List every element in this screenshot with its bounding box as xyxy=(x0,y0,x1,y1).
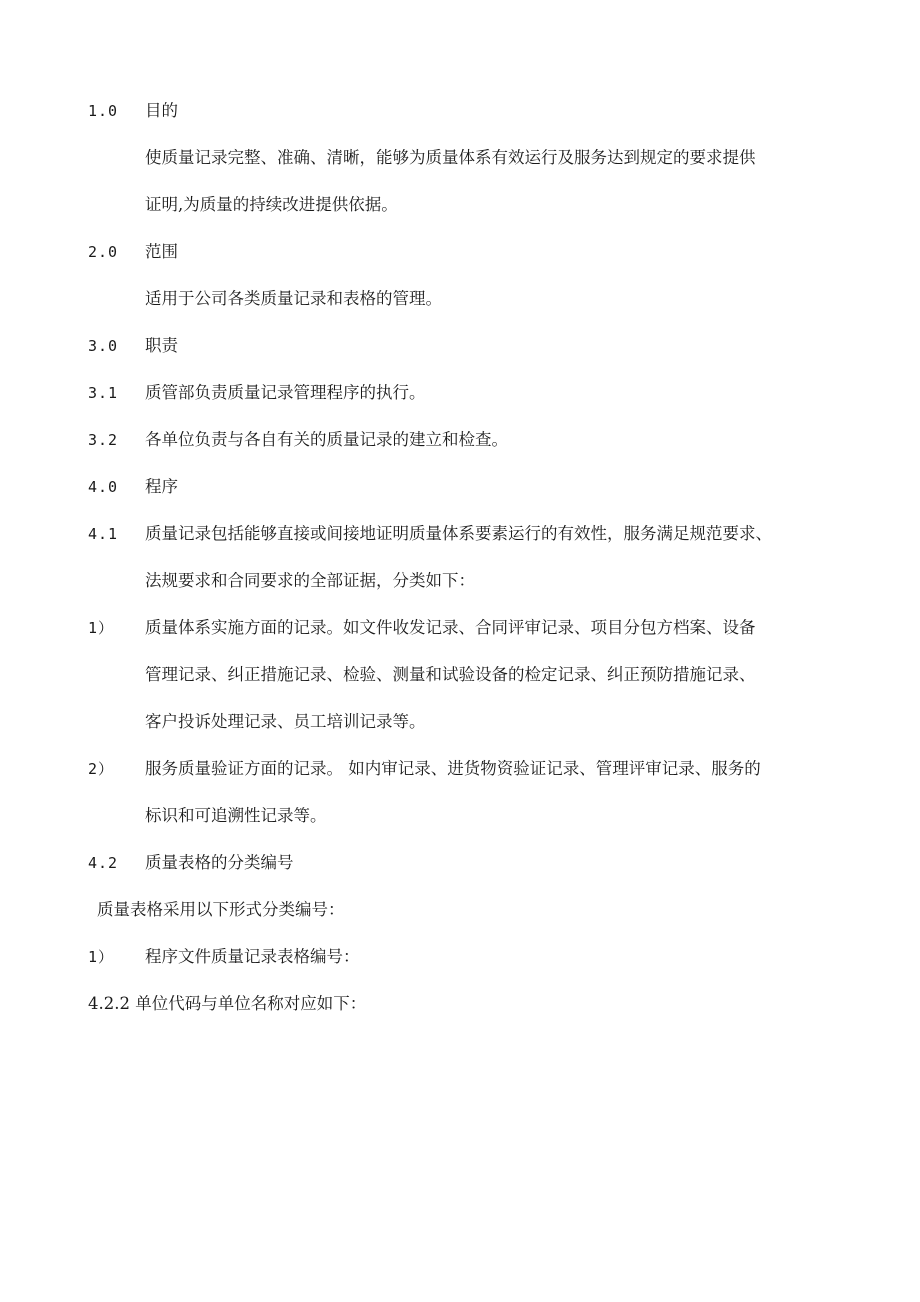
paragraph-text: 证明,为质量的持续改进提供依据。 xyxy=(145,195,398,214)
section-heading: 程序 xyxy=(145,477,178,496)
section-number: 3.1 xyxy=(88,384,119,402)
section-text: 质管部负责质量记录管理程序的执行。 xyxy=(145,383,426,402)
section-number: 4.0 xyxy=(88,478,119,496)
paragraph-text: 法规要求和合同要求的全部证据，分类如下： xyxy=(145,571,475,590)
section-heading: 目的 xyxy=(145,101,178,120)
paragraph-text: 质量表格采用以下形式分类编号： xyxy=(97,900,345,919)
list-text: 程序文件质量记录表格编号： xyxy=(145,947,360,966)
paragraph-text: 客户投诉处理记录、员工培训记录等。 xyxy=(145,712,426,731)
section-heading: 职责 xyxy=(145,336,178,355)
section-text: 各单位负责与各自有关的质量记录的建立和检查。 xyxy=(145,430,508,449)
list-number: 1） xyxy=(88,619,115,637)
paragraph-text: 使质量记录完整、准确、清晰，能够为质量体系有效运行及服务达到规定的要求提供 xyxy=(145,148,756,167)
section-heading: 范围 xyxy=(145,242,178,261)
paragraph-text: 适用于公司各类质量记录和表格的管理。 xyxy=(145,289,442,308)
section-number: 4.1 xyxy=(88,525,119,543)
list-number: 2） xyxy=(88,760,115,778)
list-text: 服务质量验证方面的记录。 如内审记录、进货物资验证记录、管理评审记录、服务的 xyxy=(145,759,761,778)
paragraph-text: 标识和可追溯性记录等。 xyxy=(145,806,327,825)
section-heading: 质量表格的分类编号 xyxy=(145,853,294,872)
paragraph-text: 管理记录、纠正措施记录、检验、测量和试验设备的检定记录、纠正预防措施记录、 xyxy=(145,665,756,684)
section-text: 4.2.2 单位代码与单位名称对应如下： xyxy=(88,994,367,1013)
section-number: 3.2 xyxy=(88,431,119,449)
section-number: 3.0 xyxy=(88,337,119,355)
list-text: 质量体系实施方面的记录。如文件收发记录、合同评审记录、项目分包方档案、设备 xyxy=(145,618,756,637)
section-number: 4.2 xyxy=(88,854,119,872)
section-number: 2.0 xyxy=(88,243,119,261)
list-number: 1） xyxy=(88,948,115,966)
section-text: 质量记录包括能够直接或间接地证明质量体系要素运行的有效性，服务满足规范要求、 xyxy=(145,524,772,543)
section-number: 1.0 xyxy=(88,102,119,120)
